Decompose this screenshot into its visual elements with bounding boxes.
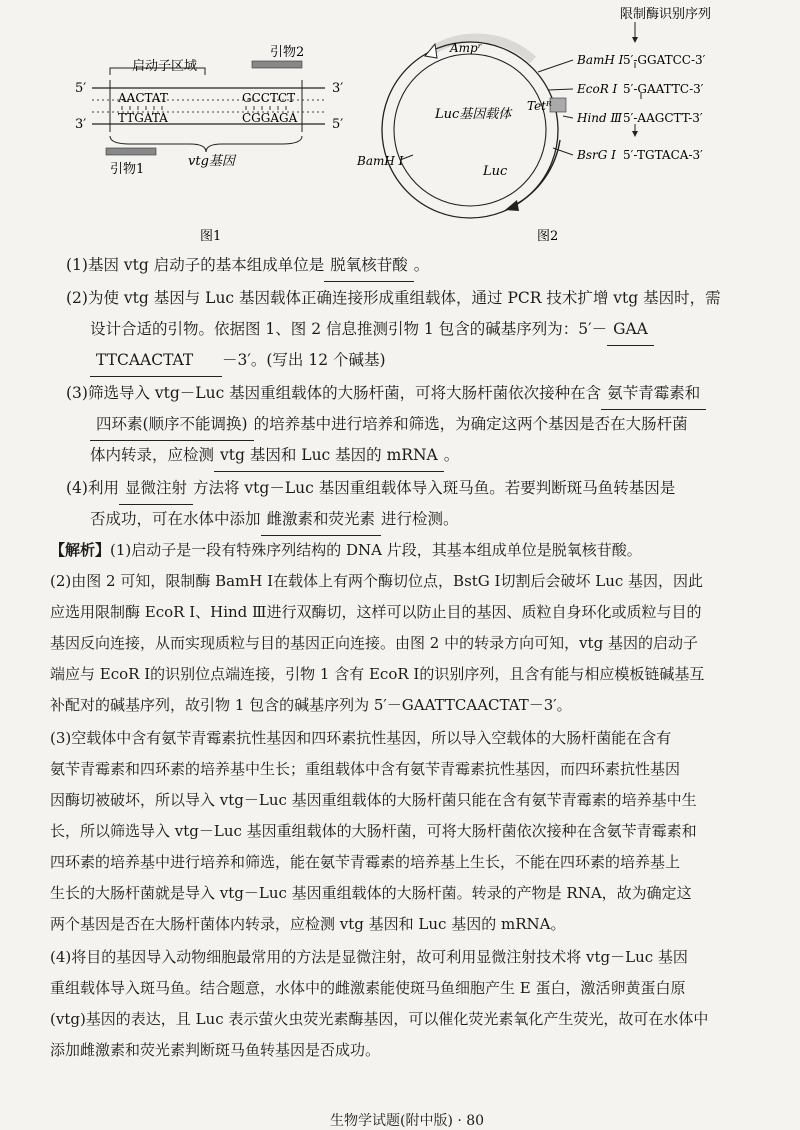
q3-answer1-part1: 氨苄青霉素和 — [601, 378, 706, 410]
q3-text2: 体内转录，应检测 — [90, 446, 215, 464]
question-4-line1 — [66, 473, 766, 505]
q3-answer2: vtg 基因和 Luc 基因的 mRNA — [214, 440, 444, 472]
q3-mid: 的培养基中进行培养和筛选，为确定这两个基因是否在大肠杆菌 — [253, 415, 688, 433]
q4-text2: 否成功，可在水体中添加 — [90, 510, 261, 528]
bamh1-left-label: BamH I — [357, 154, 404, 168]
solution-2-line3: 基因反向连接，从而实现质粒与目的基因正向连接。由图 2 中的转录方向可知，vtg 基因的启动子 — [50, 634, 698, 652]
solution-4-line3: (vtg)基因的表达，且 Luc 表示萤火虫荧光素酶基因，可以催化荧光素氧化产生荧光，故可在水体中 — [50, 1010, 709, 1028]
q4-mid: 方法将 vtg－Luc 基因重组载体导入斑马鱼。若要判断斑马鱼转基因是 — [192, 479, 676, 497]
solution-3-line4: 长，所以筛选导入 vtg－Luc 基因重组载体的大肠杆菌，可将大肠杆菌依次接种在含氨苄青霉素和 — [50, 822, 697, 840]
primer2-bar — [252, 61, 302, 68]
page-footer: 生物学试题(附中版) · 80 — [330, 1113, 485, 1129]
solution-2-line1: (2)由图 2 可知，限制酶 BamH Ⅰ在载体上有两个酶切位点，BstG Ⅰ切割后会破坏 Luc 基因，因此 — [50, 572, 704, 590]
seq-top-right: GCCTCT — [242, 91, 296, 105]
solution-3-line1: (3)空载体中含有氨苄青霉素抗性基因和四环素抗性基因，所以导入空载体的大肠杆菌能在含有 — [50, 729, 672, 747]
vector-label: Luc基因载体 — [435, 107, 512, 122]
three-prime-bottom: 3′ — [75, 117, 87, 132]
solution-2-line5: 补配对的碱基序列，故引物 1 包含的碱基序列为 5′－GAATTCAACTAT－3′。 — [50, 696, 572, 714]
solution-2-line2: 应选用限制酶 EcoR Ⅰ、Hind Ⅲ进行双酶切，这样可以防止目的基因、质粒自身环化或质粒与目的 — [50, 603, 702, 621]
promoter-region-label: 启动子区域 — [132, 59, 198, 74]
solution-3-line3: 因酶切被破坏，所以导入 vtg－Luc 基因重组载体的大肠杆菌只能在含有氨苄青霉素的培养基中生 — [50, 791, 697, 809]
solution-3-line7: 两个基因是否在大肠杆菌体内转录，应检测 vtg 基因和 Luc 基因的 mRNA。 — [50, 915, 566, 933]
solution-3-line2: 氨苄青霉素和四环素的培养基中生长；重组载体中含有氨苄青霉素抗性基因，而四环素抗性基因 — [50, 760, 681, 778]
site-enzyme-ecor1: EcoR I — [577, 82, 618, 96]
question-3-line3 — [90, 440, 770, 472]
site-arrow-1-head — [632, 37, 638, 43]
luc-gene-arc — [515, 140, 560, 205]
q2-text: 设计合适的引物。依据图 1、图 2 信息推测引物 1 包含的碱基序列为：5′－ — [90, 320, 608, 338]
question-4-line2 — [90, 504, 770, 536]
question-2-line1: (2)为使 vtg 基因与 Luc 基因载体正确连接形成重组载体，通过 PCR 技术扩增 vtg 基因时，需 — [66, 289, 721, 307]
site-arrow-4-head — [632, 131, 638, 137]
site-enzyme-bamh1: BamH I — [577, 53, 624, 67]
hind3-pointer — [563, 116, 573, 118]
base-pair-ticks — [122, 106, 286, 110]
plasmid-inner — [394, 54, 546, 206]
question-3-line1 — [66, 378, 766, 410]
figure1-caption: 图1 — [200, 229, 222, 244]
tet-label: Tetᴿ — [527, 99, 552, 113]
q4-answer1: 显微注射 — [119, 473, 193, 505]
solution-3-line6: 生长的大肠杆菌就是导入 vtg－Luc 基因重组载体的大肠杆菌。转录的产物是 RNA，故为确定这 — [50, 884, 692, 902]
tet-box — [550, 98, 566, 112]
amp-label: Ampʳ — [450, 41, 482, 55]
q3-answer1-part2: 四环素(顺序不能调换) — [90, 409, 254, 441]
luc-arrow-icon — [505, 200, 519, 211]
seq-top-left: AACTAT — [118, 91, 168, 105]
solution-3-line5: 四环素的培养基中进行培养和筛选，能在氨苄青霉素的培养基上生长，不能在四环素的培养基上 — [50, 853, 681, 871]
primer1-label: 引物1 — [110, 162, 145, 177]
primer2-label: 引物2 — [270, 45, 305, 60]
question-1 — [66, 250, 766, 282]
five-prime-bottom: 5′ — [332, 117, 344, 132]
plasmid-outer — [382, 42, 558, 218]
primer1-bar — [106, 148, 156, 155]
q3-tail: 。 — [443, 446, 460, 464]
solution-label: 【解析】 — [50, 541, 111, 559]
site-seq-ecor1: 5′-GAATTC-3′ — [623, 82, 704, 96]
figure-1 — [70, 40, 360, 250]
figure2-caption: 图2 — [537, 229, 559, 244]
q2-answer-part1: GAA — [607, 314, 654, 346]
ecor1-pointer — [548, 89, 573, 90]
q3-text: (3)筛选导入 vtg－Luc 基因重组载体的大肠杆菌，可将大肠杆菌依次接种在含 — [66, 384, 602, 402]
three-prime-top: 3′ — [332, 81, 344, 96]
q1-answer: 脱氧核苷酸 — [324, 250, 414, 282]
question-2-line2 — [90, 314, 770, 346]
solution-1-text: (1)启动子是一段有特殊序列结构的 DNA 片段，其基本组成单位是脱氧核苷酸。 — [110, 541, 642, 559]
question-3-line2 — [90, 409, 770, 441]
q4-tail: 进行检测。 — [381, 510, 459, 528]
solution-2-line4: 端应与 EcoR Ⅰ的识别位点端连接，引物 1 含有 EcoR Ⅰ的识别序列，且含有能与相应模板链碱基互 — [50, 665, 705, 683]
solution-1 — [50, 535, 770, 566]
solution-4-line1: (4)将目的基因导入动物细胞最常用的方法是显微注射，故可利用显微注射技术将 vtg－Luc 基因 — [50, 948, 688, 966]
solution-4-line4: 添加雌激素和荧光素判断斑马鱼转基因是否成功。 — [50, 1041, 381, 1059]
bamh1-pointer — [538, 60, 573, 72]
luc-label: Luc — [483, 164, 508, 179]
solution-4-line2: 重组载体导入斑马鱼。结合题意，水体中的雌激素能使斑马鱼细胞产生 E 蛋白，激活卵黄蛋白原 — [50, 979, 686, 997]
q1-text: (1)基因 vtg 启动子的基本组成单位是 — [66, 256, 325, 274]
site-seq-bamh1: 5′-GGATCC-3′ — [623, 53, 706, 67]
five-prime-top: 5′ — [75, 81, 87, 96]
restriction-site-title: 限制酶识别序列 — [620, 7, 712, 22]
site-seq-bsrg1: 5′-TGTACA-3′ — [623, 148, 703, 162]
seq-bottom-left: TTGATA — [118, 111, 168, 125]
site-enzyme-hind3: Hind Ⅲ — [577, 111, 623, 125]
site-enzyme-bsrg1: BsrG I — [577, 148, 616, 162]
q1-tail: 。 — [413, 256, 430, 274]
figure-2 — [355, 0, 785, 250]
q2-tail: －3′。(写出 12 个碱基) — [222, 351, 386, 369]
site-seq-hind3: 5′-AAGCTT-3′ — [623, 111, 703, 125]
q4-answer2: 雌激素和荧光素 — [261, 504, 382, 536]
q2-answer-part2: TTCAACTAT — [90, 345, 222, 377]
question-2-line3 — [90, 345, 770, 377]
seq-bottom-right: CGGAGA — [242, 111, 298, 125]
vtg-gene-label: vtg基因 — [188, 154, 235, 169]
q4-text: (4)利用 — [66, 479, 119, 497]
